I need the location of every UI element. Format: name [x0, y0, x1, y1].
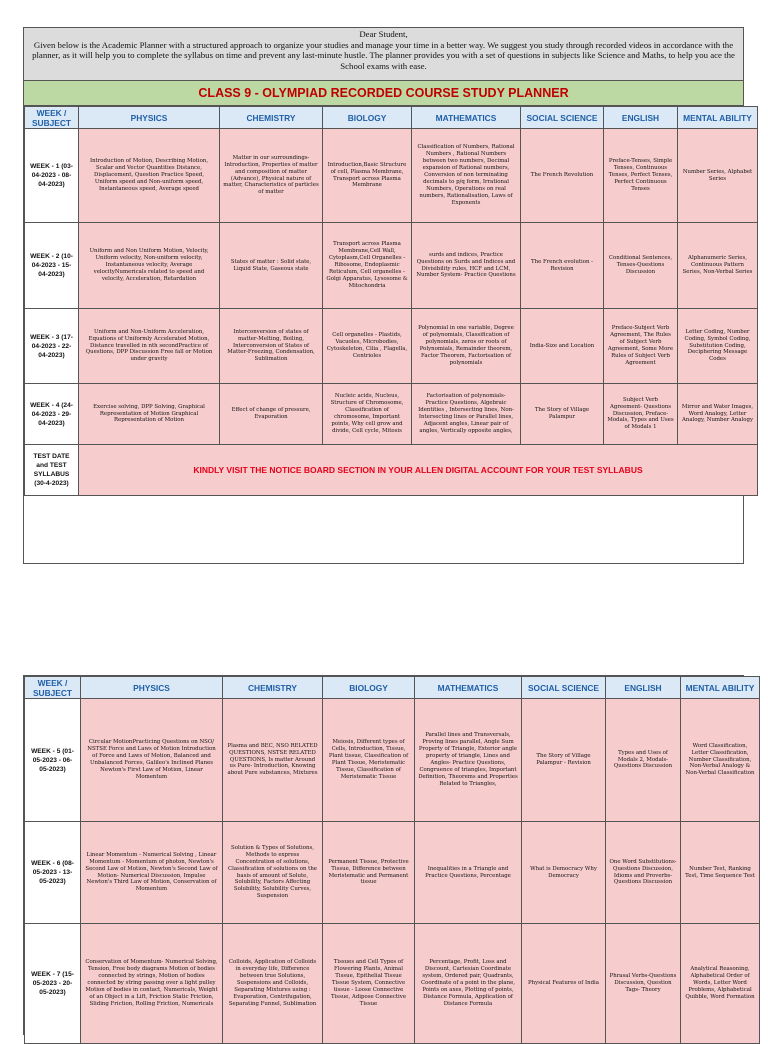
cell-mathematics: Percentage, Profit, Loss and Discount, Cartesian Coordinate system, Ordered pair, Quadrants, Coordinate of a point in the plane, Points on axes, Plotting of points, Distance Formula, Application of Distance Formula	[415, 924, 522, 1044]
cell-social-science: The Story of Village Palampur - Revision	[522, 699, 606, 822]
table-row	[25, 822, 760, 924]
header-social-science: SOCIAL SCIENCE	[522, 677, 606, 699]
cell-mathematics: Factorisation of polynomials- Practice Questions, Algebraic Identities , Intersecting lines, Non-Intersecting lines or Parallel lines, Adjacent angles, Linear pair of angles, Vertically opposite angles,	[412, 384, 521, 445]
cell-mental-ability: Mirror and Water Images, Word Analogy, Letter Analogy, Number Analogy	[678, 384, 758, 445]
week-label: WEEK - 1 (03-04-2023 - 08-04-2023)	[25, 129, 79, 223]
cell-chemistry: Colloids, Application of Colloids in everyday life, Difference between true Solutions, Suspensions and Colloids, Separating Mixtures using : Evaporation, Centrifugation, Separating Funnel, Sublimation	[223, 924, 323, 1044]
table-row	[25, 129, 758, 223]
greeting: Dear Student,	[359, 29, 408, 39]
test-label: TEST DATE and TEST SYLLABUS (30-4-2023)	[25, 445, 79, 496]
cell-physics: Uniform and Non Uniform Motion, Velocity, Uniform velocity, Non-uniform velocity, Instantaneous velocity, Average velocityNumericals related to speed and velocity, Acceleration, Retardation	[79, 223, 220, 309]
planner-sheet-page-2	[23, 675, 755, 1035]
cell-english: Types and Uses of Modals 2, Modals-Questions Discussion	[606, 699, 681, 822]
cell-chemistry: Interconversion of states of matter-Melting, Boiling, Interconversion of States of Matter-Freezing, Condensation, Sublimation	[220, 309, 323, 384]
header-biology: BIOLOGY	[323, 107, 412, 129]
week-label: WEEK - 5 (01-05-2023 - 06-05-2023)	[25, 699, 81, 822]
intro-note	[24, 28, 743, 81]
week-label: WEEK - 7 (15-05-2023 - 20-05-2023)	[25, 924, 81, 1044]
header-social-science: SOCIAL SCIENCE	[521, 107, 604, 129]
week-label: WEEK - 2 (10-04-2023 - 15-04-2023)	[25, 223, 79, 309]
cell-social-science: The French evolution - Revision	[521, 223, 604, 309]
cell-social-science: What is Democracy Why Democracy	[522, 822, 606, 924]
cell-mental-ability: Number Test, Ranking Test, Time Sequence Test	[681, 822, 760, 924]
cell-physics: Uniform and Non-Uniform Acceleration, Equations of Uniformly Accelerated Motion, Distance travelled in nth secondPractice of Questions, DPP Discussion Free fall or Motion under gravity	[79, 309, 220, 384]
table-row	[25, 924, 760, 1044]
cell-social-science: The French Revolution	[521, 129, 604, 223]
cell-biology: Permanent Tissue, Protective Tissue, Difference between Meristematic and Permanent tissue	[323, 822, 415, 924]
table-row	[25, 309, 758, 384]
header-mathematics: MATHEMATICS	[412, 107, 521, 129]
planner-table-1	[24, 106, 758, 496]
header-mathematics: MATHEMATICS	[415, 677, 522, 699]
test-row	[25, 445, 758, 496]
cell-biology: Tissues and Cell Types of Flowering Plants, Animal Tissue, Epithelial Tissue Tissue System, Connective tissue - Loose Connective Tissue, Adipose Connective Tissue	[323, 924, 415, 1044]
cell-mathematics: Classification of Numbers, Rational Numbers , Rational Numbers between two numbers, Decimal expansion of Rational numbers, Conversion of non terminating decimals to p/q form, Irrational Numbers, Operations on real numbers, Rationalisation, Laws of Exponents	[412, 129, 521, 223]
header-physics: PHYSICS	[81, 677, 223, 699]
header-english: ENGLISH	[606, 677, 681, 699]
cell-chemistry: Effect of change of pressure, Evaporation	[220, 384, 323, 445]
cell-physics: Exercise solving, DPP Solving, Graphical Representation of Motion Graphical Representation of Motion	[79, 384, 220, 445]
cell-biology: Meiosis, Different types of Cells, Introduction, Tissue, Plant tissue, Classification of Plant Tissue, Meristematic Tissue, Classification of Meristematic Tissue	[323, 699, 415, 822]
test-notice: KINDLY VISIT THE NOTICE BOARD SECTION IN YOUR ALLEN DIGITAL ACCOUNT FOR YOUR TEST SYLLABUS	[79, 445, 758, 496]
cell-chemistry: States of matter : Solid state, Liquid State, Gaseous state	[220, 223, 323, 309]
cell-biology: Cell organelles - Plastids, Vacuoles, Microbodies, Cytoskeleton, Cilia , Flagella, Centrioles	[323, 309, 412, 384]
header-physics: PHYSICS	[79, 107, 220, 129]
cell-mental-ability: Number Series, Alphabet Series	[678, 129, 758, 223]
cell-biology: Introduction,Basic Structure of cell, Plasma Membrane, Transport across Plasma Membrane	[323, 129, 412, 223]
header-week-subject: WEEK / SUBJECT	[25, 107, 79, 129]
cell-chemistry: Solution & Types of Solutions, Methods to express Concentration of solutions, Classification of solutions on the basis of amount of Solute, Solubility, Factors Affecting Solubility, Solubility Curves, Suspension	[223, 822, 323, 924]
cell-physics: Conservation of Momentum- Numerical Solving, Tension, Free body diagrams Motion of bodies connected by strings, Motion of bodies connected by string passing over a light pulley Motion of bodies in contact, Numericals, Weight of an Object in a Lift, Friction Static Friction, Sliding Friction, Rolling Friction, Numericals	[81, 924, 223, 1044]
table-header-row	[25, 107, 758, 129]
cell-mental-ability: Word Classification, Letter Classification, Number Classification, Non-Verbal Analogy & Non-Verbal Classification	[681, 699, 760, 822]
planner-table-2	[24, 676, 760, 1044]
week-label: WEEK - 6 (08-05-2023 - 13-05-2023)	[25, 822, 81, 924]
table-header-row	[25, 677, 760, 699]
header-biology: BIOLOGY	[323, 677, 415, 699]
table-row	[25, 223, 758, 309]
cell-chemistry: Matter in our surroundings- Introduction, Properties of matter and composition of matter (Advance), Physical nature of matter, Characteristics of particles of matter	[220, 129, 323, 223]
cell-english: Conditional Sentences, Tenses-Questions Discussion	[604, 223, 678, 309]
cell-social-science: Physical Features of India	[522, 924, 606, 1044]
cell-english: Preface-Tenses, Simple Tenses, Continuous Tenses, Perfect Tenses, Perfect Continuous Tenses	[604, 129, 678, 223]
table-row	[25, 699, 760, 822]
cell-biology: Transport across Plasma Membrane,Cell Wall, Cytoplasm,Cell Organelles - Ribosome, Endoplasmic Reticulum, Cell organelles - Golgi Apparatus, Lysosome & Mitochondria	[323, 223, 412, 309]
header-chemistry: CHEMISTRY	[220, 107, 323, 129]
cell-english: Preface-Subject Verb Agreement, The Rules of Subject Verb Agreement, Some More Rules of Subject Verb Agreement	[604, 309, 678, 384]
page-title: CLASS 9 - OLYMPIAD RECORDED COURSE STUDY PLANNER	[24, 81, 743, 106]
cell-physics: Introduction of Motion, Describing Motion, Scalar and Vector Quantities Distance, Displacement, Question Practice Speed, Uniform speed and Non-uniform speed, Instantaneous speed, Average speed	[79, 129, 220, 223]
cell-english: One Word Substitutions- Questions Discussion, Idioms and Proverbs- Questions Discussion	[606, 822, 681, 924]
cell-social-science: India-Size and Location	[521, 309, 604, 384]
header-english: ENGLISH	[604, 107, 678, 129]
header-chemistry: CHEMISTRY	[223, 677, 323, 699]
intro-text: Given below is the Academic Planner with a structured approach to organize your studies and manage your time in a better way. We suggest you study through recorded videos in accordance with the planner, as it will help you to complete the syllabus on time and prevent any last-minute hustle. The planner provides you with a set of questions in subjects like Science and Maths, to help you ace the School exams with ease.	[32, 39, 735, 71]
cell-mental-ability: Alphanumeric Series, Continuous Pattern Series, Non-Verbal Series	[678, 223, 758, 309]
cell-chemistry: Plasma and BEC, NSO RELATED QUESTIONS, NSTSE RELATED QUESTIONS, Is matter Around us Pure- Introduction, Knowing about Pure substances, Mixtures	[223, 699, 323, 822]
cell-mathematics: Inequalities in a Triangle and Practice Questions, Percentage	[415, 822, 522, 924]
cell-english: Phrasal Verbs-Questions Discussion, Question Tags- Theory	[606, 924, 681, 1044]
cell-english: Subject Verb Agreement- Questions Discussion, Preface-Modals, Types and Uses of Modals 1	[604, 384, 678, 445]
cell-social-science: The Story of Village Palampur	[521, 384, 604, 445]
header-mental-ability: MENTAL ABILITY	[678, 107, 758, 129]
week-label: WEEK - 3 (17-04-2023 - 22-04-2023)	[25, 309, 79, 384]
cell-mental-ability: Letter Coding, Number Coding, Symbol Coding, Substitution Coding, Deciphering Message Codes	[678, 309, 758, 384]
cell-physics: Circular MotionPracticing Questions on NSO/ NSTSE Force and Laws of Motion Introduction of Force and Laws of Motion, Balanced and Unbalanced Forces, Galileo's Inclined Planes Newton's First Law of Motion, Linear Momentum	[81, 699, 223, 822]
cell-mathematics: Parallel lines and Transversals, Proving lines parallel, Angle Sum Property of Triangle, Exterior angle property of triangle, Lines and Angles- Practice Questions, Congruence of triangles, Important Definition, Theorems and Properties Related to Triangles,	[415, 699, 522, 822]
table-row	[25, 384, 758, 445]
cell-mathematics: Polynomial in one variable, Degree of polynomials, Classification of polynomials, zeros or roots of Polynomials, Remainder theorem, Factor Theorem, Factorisation of polynomials	[412, 309, 521, 384]
cell-physics: Linear Momentum - Numerical Solving , Linear Momentum - Momentum of photon, Newton's Second Law of Motion, Newton's Second Law of Motion- Numerical Discussion, Impulse Newton's Third Law of Motion, Conservation of Momentum	[81, 822, 223, 924]
cell-biology: Nucleic acids, Nucleus, Structure of Chromosome, Classification of chromosome, Important points, Why cell grow and divide, Cell cycle, Mitosis	[323, 384, 412, 445]
cell-mathematics: surds and indices, Practice Questions on Surds and Indices and Divisibility rules, HCF and LCM, Number System- Practice Questions	[412, 223, 521, 309]
header-mental-ability: MENTAL ABILITY	[681, 677, 760, 699]
planner-sheet-page-1	[23, 27, 754, 564]
cell-mental-ability: Analytical Reasoning, Alphabetical Order of Words, Letter Word Problems, Alphabetical Quibble, Word Formation	[681, 924, 760, 1044]
week-label: WEEK - 4 (24-04-2023 - 29-04-2023)	[25, 384, 79, 445]
header-week-subject: WEEK / SUBJECT	[25, 677, 81, 699]
